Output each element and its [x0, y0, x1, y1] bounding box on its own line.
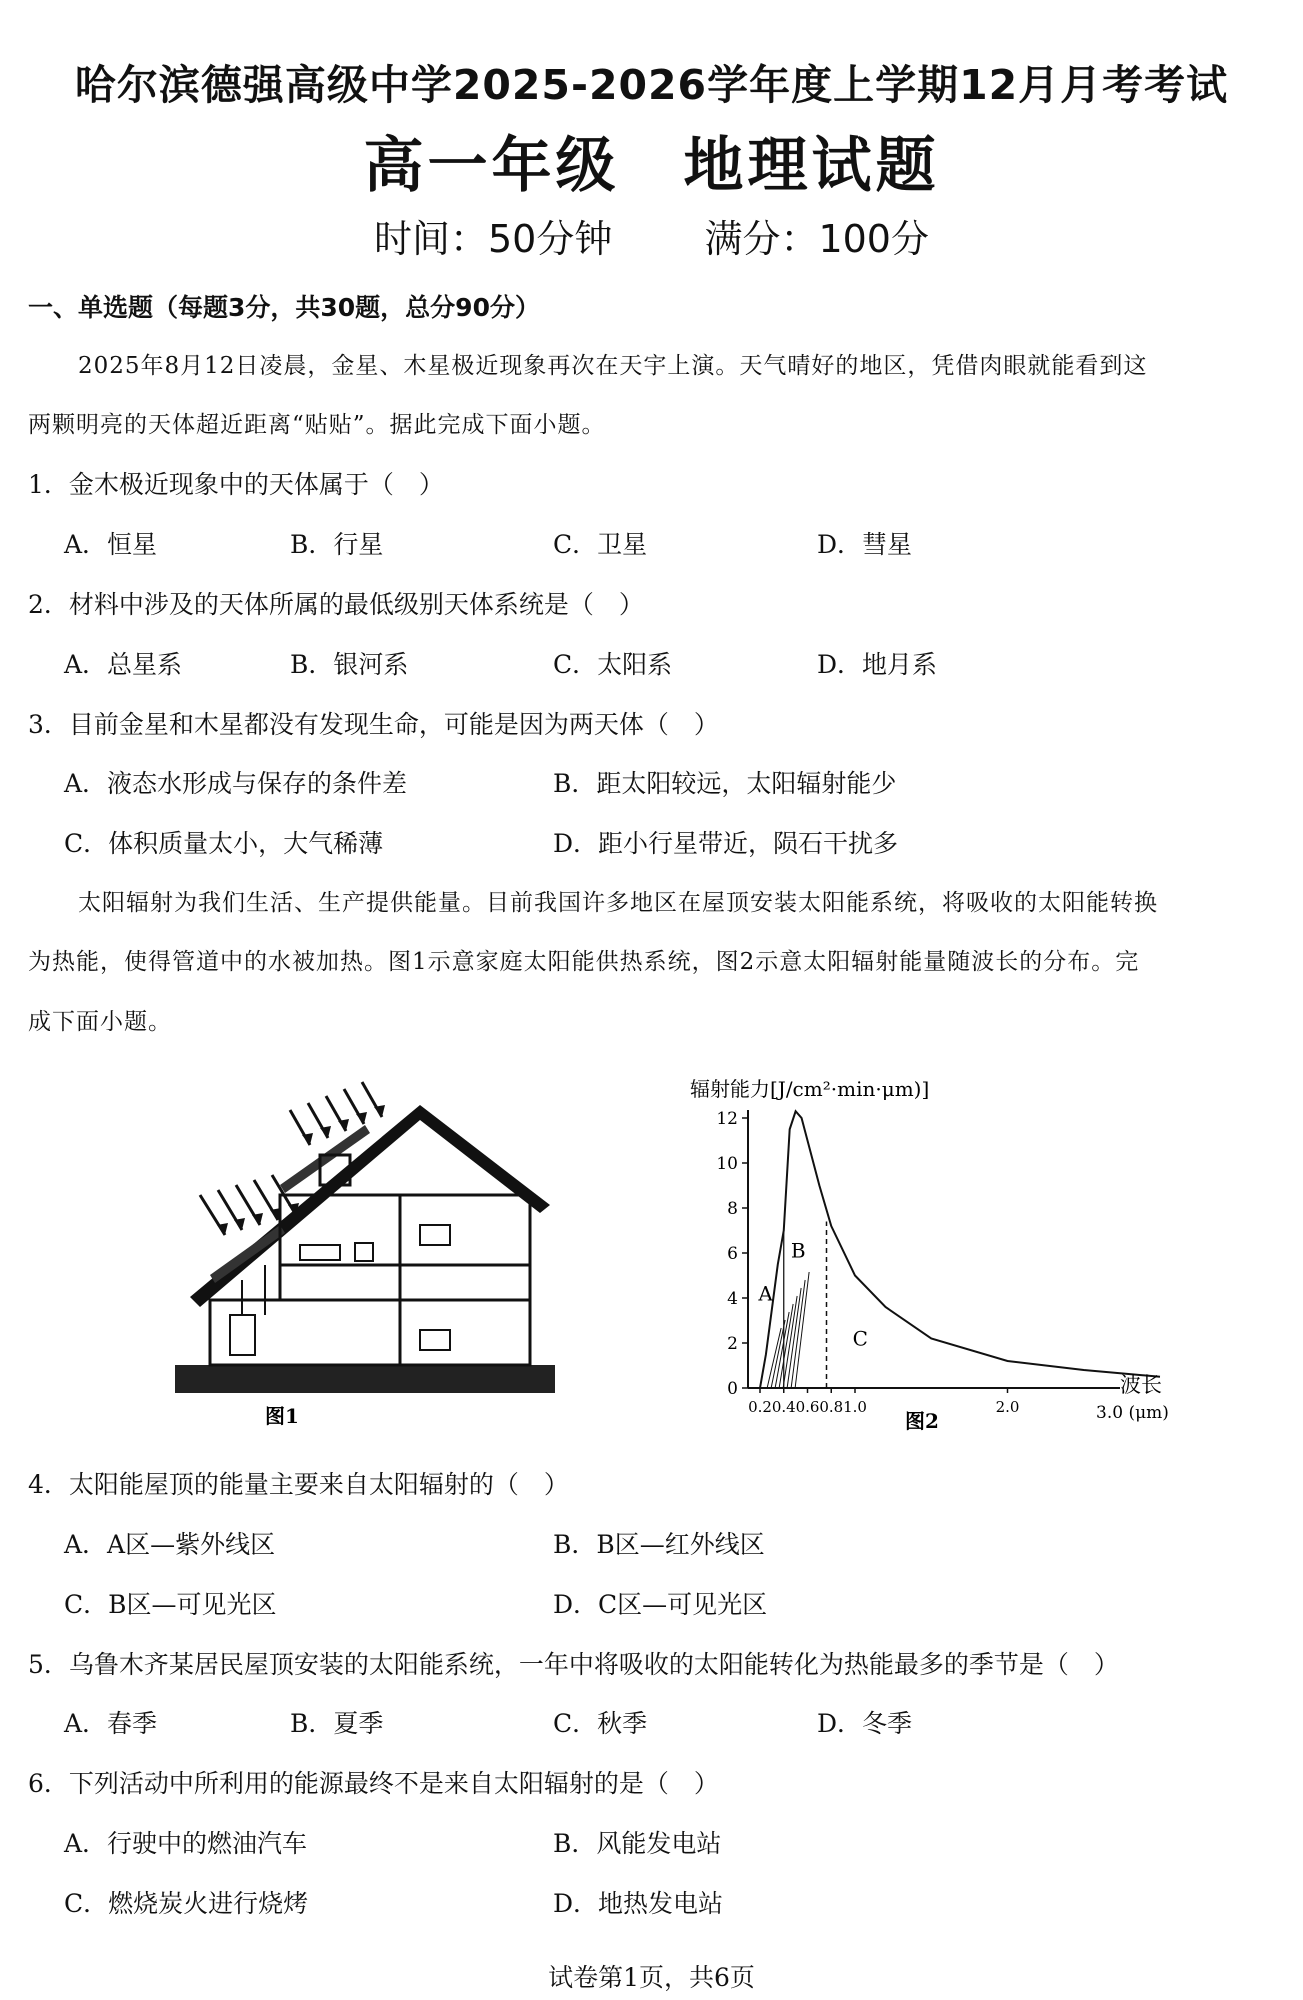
q6-option-c[interactable]: C．燃烧炭火进行烧烤: [64, 1889, 309, 1918]
hatch-line: [795, 1272, 809, 1388]
y-tick-label: 4: [727, 1289, 738, 1309]
exam-score: 满分：100分: [704, 217, 929, 261]
q5-option-c[interactable]: C．秋季: [553, 1709, 648, 1738]
q1-option-b[interactable]: B．行星: [290, 530, 384, 559]
q2-option-c[interactable]: C．太阳系: [553, 650, 673, 679]
page-footer: 试卷第1页，共6页: [548, 1963, 755, 1992]
question-1-stem: 1．金木极近现象中的天体属于（ ）: [28, 470, 444, 499]
q4-option-a[interactable]: A．A区—紫外线区: [64, 1530, 276, 1559]
chart-ylabel: 辐射能力[J/cm²·min·μm)]: [690, 1077, 930, 1101]
radiation-curve: [760, 1111, 1160, 1388]
y-tick-label: 10: [716, 1154, 738, 1174]
q5-option-a[interactable]: A．春季: [64, 1709, 158, 1738]
figure2-chart: [670, 1070, 1190, 1440]
x-tick-label: 0.2: [748, 1398, 772, 1416]
solar-arrows: [200, 1082, 382, 1235]
y-tick-label: 6: [727, 1244, 738, 1264]
question-6-stem: 6．下列活动中所利用的能源最终不是来自太阳辐射的是（ ）: [28, 1769, 719, 1798]
question-5-stem: 5．乌鲁木齐某居民屋顶安装的太阳能系统，一年中将吸收的太阳能转化为热能最多的季节是（ ）: [28, 1650, 1119, 1679]
x-tick-label: 0.4: [771, 1398, 796, 1416]
hatch-line: [783, 1296, 797, 1388]
q1-option-d[interactable]: D．彗星: [817, 530, 913, 559]
zone-label-c: C: [852, 1326, 868, 1351]
q2-option-d[interactable]: D．地月系: [817, 650, 938, 679]
bathtub: [300, 1245, 340, 1260]
x-tick-label: 1.0: [843, 1398, 867, 1416]
q6-option-d[interactable]: D．地热发电站: [553, 1889, 724, 1918]
q4-option-d[interactable]: D．C区—可见光区: [553, 1590, 768, 1619]
y-tick-label: 0: [727, 1379, 738, 1399]
question-4-stem: 4．太阳能屋顶的能量主要来自太阳辐射的（ ）: [28, 1470, 569, 1499]
house-lower: [210, 1300, 530, 1365]
material2-line1: 太阳辐射为我们生活、生产提供能量。目前我国许多地区在屋顶安装太阳能系统，将吸收的太阳能转换: [78, 890, 1158, 916]
zone-label-b: B: [790, 1238, 806, 1263]
figure1-caption: 图1: [265, 1404, 299, 1428]
q5-option-b[interactable]: B．夏季: [290, 1709, 384, 1738]
hatch-line: [787, 1288, 801, 1388]
y-tick-label: 8: [727, 1199, 738, 1219]
radiator-lower: [420, 1330, 450, 1350]
zone-label-a: A: [758, 1281, 773, 1306]
x-axis-unit: 3.0 (μm): [1096, 1403, 1169, 1423]
q4-option-c[interactable]: C．B区—可见光区: [64, 1590, 277, 1619]
q2-option-a[interactable]: A．总星系: [64, 650, 183, 679]
q3-option-c[interactable]: C．体积质量太小，大气稀薄: [64, 829, 384, 858]
hatch-line: [767, 1328, 781, 1388]
q6-option-b[interactable]: B．风能发电站: [553, 1829, 722, 1858]
figure2-caption: 图2: [905, 1409, 939, 1433]
y-tick-label: 12: [716, 1109, 738, 1129]
x-tick-label: 0.6: [795, 1398, 820, 1416]
hatch-line: [779, 1304, 793, 1388]
x-tick-label: 0.8: [819, 1398, 844, 1416]
q5-option-d[interactable]: D．冬季: [817, 1709, 913, 1738]
material1-line1: 2025年8月12日凌晨，金星、木星极近现象再次在天宇上演。天气晴好的地区，凭借肉眼就能看到这: [78, 353, 1148, 379]
house-upper: [280, 1195, 530, 1300]
exam-subtitle: 高一年级 地理试题: [363, 131, 940, 201]
x-tick-label: 2.0: [995, 1398, 1020, 1416]
y-tick-label: 2: [727, 1334, 738, 1354]
q2-option-b[interactable]: B．银河系: [290, 650, 409, 679]
exam-title: 哈尔滨德强高级中学2025-2026学年度上学期12月月考考试: [74, 61, 1229, 109]
exam-info: [0, 208, 1303, 263]
radiator-upper: [420, 1225, 450, 1245]
q4-option-b[interactable]: B．B区—红外线区: [553, 1530, 765, 1559]
washer: [355, 1243, 373, 1261]
solar-panel-left: [210, 1225, 285, 1283]
figure1-house: [170, 1065, 560, 1435]
section-heading: 一、单选题（每题3分，共30题，总分90分）: [28, 293, 540, 322]
ground: [175, 1365, 555, 1393]
material2-line2: 为热能，使得管道中的水被加热。图1示意家庭太阳能供热系统，图2示意太阳辐射能量随波长的分布。完: [28, 949, 1140, 975]
q3-option-a[interactable]: A．液态水形成与保存的条件差: [64, 769, 408, 798]
q6-option-a[interactable]: A．行驶中的燃油汽车: [64, 1829, 308, 1858]
material2-line3: 成下面小题。: [28, 1009, 172, 1035]
question-2-stem: 2．材料中涉及的天体所属的最低级别天体系统是（ ）: [28, 590, 644, 619]
q3-option-b[interactable]: B．距太阳较远，太阳辐射能少: [553, 769, 897, 798]
q1-option-a[interactable]: A．恒星: [64, 530, 158, 559]
q3-option-d[interactable]: D．距小行星带近，陨石干扰多: [553, 829, 899, 858]
hatch-line: [771, 1320, 785, 1388]
roof: [190, 1105, 550, 1307]
hatch-line: [775, 1312, 789, 1388]
q1-option-c[interactable]: C．卫星: [553, 530, 648, 559]
x-axis-label: 波长: [1120, 1373, 1162, 1397]
material1-line2: 两颗明亮的天体超近距离“贴贴”。据此完成下面小题。: [28, 412, 606, 438]
exam-time: 时间：50分钟: [374, 217, 613, 261]
hatch-line: [791, 1280, 805, 1388]
boiler: [230, 1315, 255, 1355]
question-3-stem: 3．目前金星和木星都没有发现生命，可能是因为两天体（ ）: [28, 710, 719, 739]
